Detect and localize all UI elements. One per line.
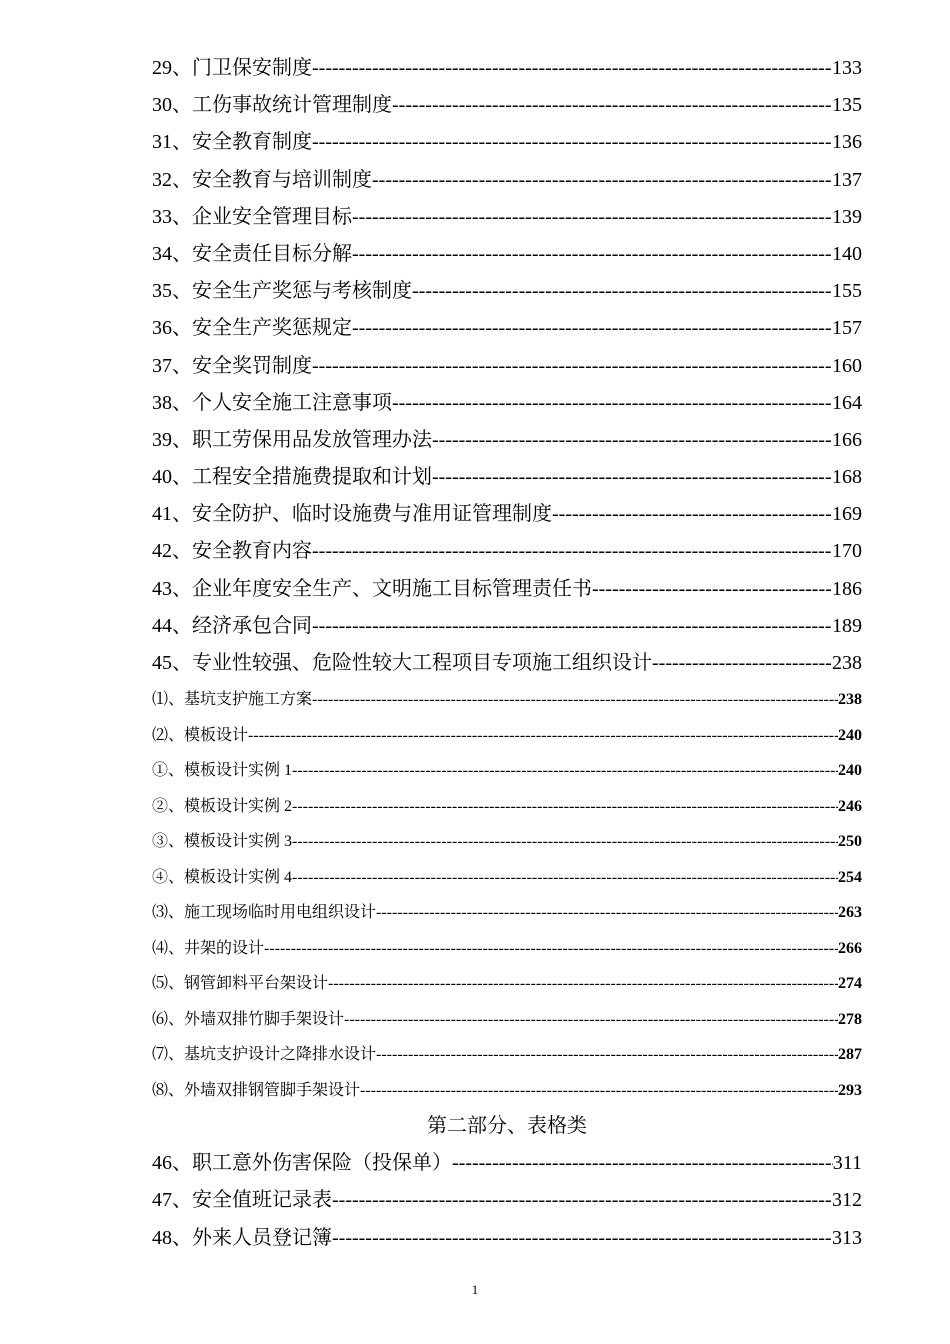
dot-leader: [592, 571, 832, 608]
dot-leader: [412, 273, 832, 310]
dot-leader: [432, 459, 832, 496]
toc-entry-title: 35、安全生产奖惩与考核制度: [152, 280, 412, 303]
toc-sub-entry-title: ④、模板设计实例 4: [152, 868, 293, 886]
toc-entry-page: 170: [832, 540, 862, 563]
toc-sub-entry-page: 274: [838, 975, 862, 993]
toc-entry[interactable]: [152, 236, 862, 273]
dot-leader: [312, 50, 832, 87]
toc-entry-page: 140: [832, 242, 862, 265]
toc-entry-page: 160: [832, 354, 862, 377]
toc-entry-page: 313: [832, 1226, 862, 1249]
dot-leader: [312, 348, 832, 385]
dot-leader: [312, 533, 832, 570]
toc-entry-page: 155: [832, 280, 862, 303]
toc-sub-entry-title: ③、模板设计实例 3: [152, 833, 293, 851]
toc-entry[interactable]: [152, 273, 862, 310]
dot-leader: [432, 422, 832, 459]
dot-leader: [312, 124, 832, 161]
toc-entry[interactable]: [152, 385, 862, 422]
toc-entry-title: 47、安全值班记录表: [152, 1189, 332, 1212]
toc-entry[interactable]: [152, 199, 862, 236]
toc-entry-title: 34、安全责任目标分解: [152, 242, 352, 265]
toc-entry-page: 136: [832, 131, 862, 154]
toc-sub-entry[interactable]: [152, 860, 862, 896]
toc-sub-entry-page: 240: [838, 726, 862, 744]
dot-leader: [332, 1220, 832, 1257]
toc-entry-page: 166: [832, 428, 862, 451]
toc-entry-title: 29、门卫保安制度: [152, 57, 312, 79]
toc-entry[interactable]: [152, 124, 862, 161]
toc-sub-entry-title: ⑺、基坑支护设计之降排水设计: [152, 1046, 377, 1064]
toc-sub-entry-title: ①、模板设计实例 1: [152, 762, 293, 780]
dot-leader: [392, 385, 832, 422]
dot-leader: [332, 1182, 832, 1219]
toc-sub-entry[interactable]: [152, 824, 862, 860]
toc-entry-title: 46、职工意外伤害保险（投保单）: [152, 1152, 452, 1175]
toc-sub-entry-title: ⑶、施工现场临时用电组织设计: [152, 904, 377, 922]
toc-entry-title: 32、安全教育与培训制度: [152, 168, 372, 191]
toc-sub-entries: [152, 682, 862, 1108]
toc-sub-entry[interactable]: [152, 966, 862, 1002]
dot-leader: [552, 496, 832, 533]
toc-sub-entry-title: ⑻、外墙双排钢管脚手架设计: [152, 1081, 361, 1099]
toc-sub-entry-title: ⑴、基坑支护施工方案: [152, 691, 313, 709]
dot-leader: [248, 718, 838, 754]
dot-leader: [352, 310, 832, 347]
toc-entry[interactable]: [152, 459, 862, 496]
toc-entry[interactable]: [152, 571, 862, 608]
toc-sub-entry[interactable]: [152, 753, 862, 789]
dot-leader: [292, 753, 838, 789]
toc-entry-page: 164: [832, 391, 862, 414]
footer-page-number: 1: [471, 1282, 479, 1297]
section-heading: 第二部分、表格类: [427, 1115, 587, 1138]
toc-sub-entry-page: 293: [838, 1081, 862, 1099]
toc-sub-entry-page: 250: [838, 833, 862, 851]
toc-entry-title: 42、安全教育内容: [152, 540, 312, 563]
toc-entry-title: 41、安全防护、临时设施费与准用证管理制度: [152, 503, 552, 526]
toc-sub-entry-page: 238: [838, 691, 862, 709]
toc-entry-title: 39、职工劳保用品发放管理办法: [152, 428, 432, 451]
dot-leader: [376, 1037, 838, 1073]
toc-part1: [152, 50, 862, 682]
toc-sub-entry-title: ②、模板设计实例 2: [152, 797, 293, 815]
toc-sub-entry[interactable]: [152, 1073, 862, 1109]
toc-entry[interactable]: [152, 1182, 862, 1219]
dot-leader: [292, 860, 838, 896]
toc-entry-page: 157: [832, 317, 862, 340]
toc-sub-entry[interactable]: [152, 682, 862, 718]
toc-sub-entry[interactable]: [152, 931, 862, 967]
toc-entry[interactable]: [152, 162, 862, 199]
toc-entry-title: 37、安全奖罚制度: [152, 354, 312, 377]
dot-leader: [376, 895, 838, 931]
toc-entry-title: 31、安全教育制度: [152, 131, 312, 154]
toc-entry-page: 186: [832, 577, 862, 600]
dot-leader: [292, 824, 838, 860]
dot-leader: [372, 162, 832, 199]
toc-entry-title: 43、企业年度安全生产、文明施工目标管理责任书: [152, 577, 592, 600]
toc-entry-title: 40、工程安全措施费提取和计划: [152, 466, 432, 489]
toc-entry-page: 137: [832, 168, 862, 191]
toc-entry-page: 168: [832, 466, 862, 489]
dot-leader: [652, 645, 832, 682]
toc-sub-entry-title: ⑷、井架的设计: [152, 939, 265, 957]
toc-sub-entry-page: 278: [838, 1010, 862, 1028]
toc-sub-entry[interactable]: [152, 895, 862, 931]
toc-entry-page: 139: [832, 205, 862, 228]
toc-entry-page: 312: [832, 1189, 862, 1212]
toc-entry[interactable]: [152, 1220, 862, 1257]
dot-leader: [344, 1002, 838, 1038]
dot-leader: [360, 1073, 838, 1109]
toc-entry-title: 36、安全生产奖惩规定: [152, 317, 352, 340]
toc-entry-title: 33、企业安全管理目标: [152, 205, 352, 228]
toc-sub-entry[interactable]: [152, 718, 862, 754]
toc-entry[interactable]: [152, 496, 862, 533]
toc-sub-entry-page: 240: [838, 762, 862, 780]
toc-entry-page: 133: [832, 57, 862, 79]
toc-sub-entry[interactable]: [152, 789, 862, 825]
toc-sub-entry[interactable]: [152, 1037, 862, 1073]
toc-entry-page: 169: [832, 503, 862, 526]
toc-entry-title: 44、经济承包合同: [152, 614, 312, 637]
toc-entry-page: 238: [832, 652, 862, 674]
toc-entry-title: 45、专业性较强、危险性较大工程项目专项施工组织设计: [152, 652, 652, 674]
toc-entry-page: 189: [832, 614, 862, 637]
toc-sub-entry-page: 287: [838, 1046, 862, 1064]
toc-sub-entry-page: 246: [838, 797, 862, 815]
dot-leader: [328, 966, 838, 1002]
toc-entry[interactable]: [152, 87, 862, 124]
dot-leader: [312, 608, 832, 645]
dot-leader: [392, 87, 832, 124]
toc-entry-title: 48、外来人员登记簿: [152, 1226, 332, 1249]
toc-part2: [152, 1145, 862, 1257]
toc-sub-entry-page: 254: [838, 868, 862, 886]
toc-sub-entry-title: ⑹、外墙双排竹脚手架设计: [152, 1010, 345, 1028]
toc-sub-entry-page: 263: [838, 904, 862, 922]
toc-entry-page: 135: [832, 94, 862, 117]
dot-leader: [352, 236, 832, 273]
toc-entry[interactable]: [152, 310, 862, 347]
toc-entry[interactable]: [152, 348, 862, 385]
dot-leader: [312, 682, 838, 718]
toc-entry-title: 30、工伤事故统计管理制度: [152, 94, 392, 117]
dot-leader: [292, 789, 838, 825]
toc-entry[interactable]: [152, 422, 862, 459]
toc-entry[interactable]: [152, 645, 862, 682]
toc-entry[interactable]: [152, 50, 862, 87]
toc-entry[interactable]: [152, 533, 862, 570]
dot-leader: [264, 931, 838, 967]
toc-sub-entry-title: ⑸、钢管卸料平台架设计: [152, 975, 329, 993]
toc-sub-entry[interactable]: [152, 1002, 862, 1038]
toc-sub-entry-page: 266: [838, 939, 862, 957]
table-of-contents: [152, 50, 862, 1257]
toc-sub-entry-title: ⑵、模板设计: [152, 726, 249, 744]
toc-entry[interactable]: [152, 608, 862, 645]
dot-leader: [452, 1145, 833, 1182]
toc-entry-title: 38、个人安全施工注意事项: [152, 391, 392, 414]
dot-leader: [352, 199, 832, 236]
toc-entry-page: 311: [832, 1152, 862, 1175]
toc-entry[interactable]: [152, 1145, 862, 1182]
